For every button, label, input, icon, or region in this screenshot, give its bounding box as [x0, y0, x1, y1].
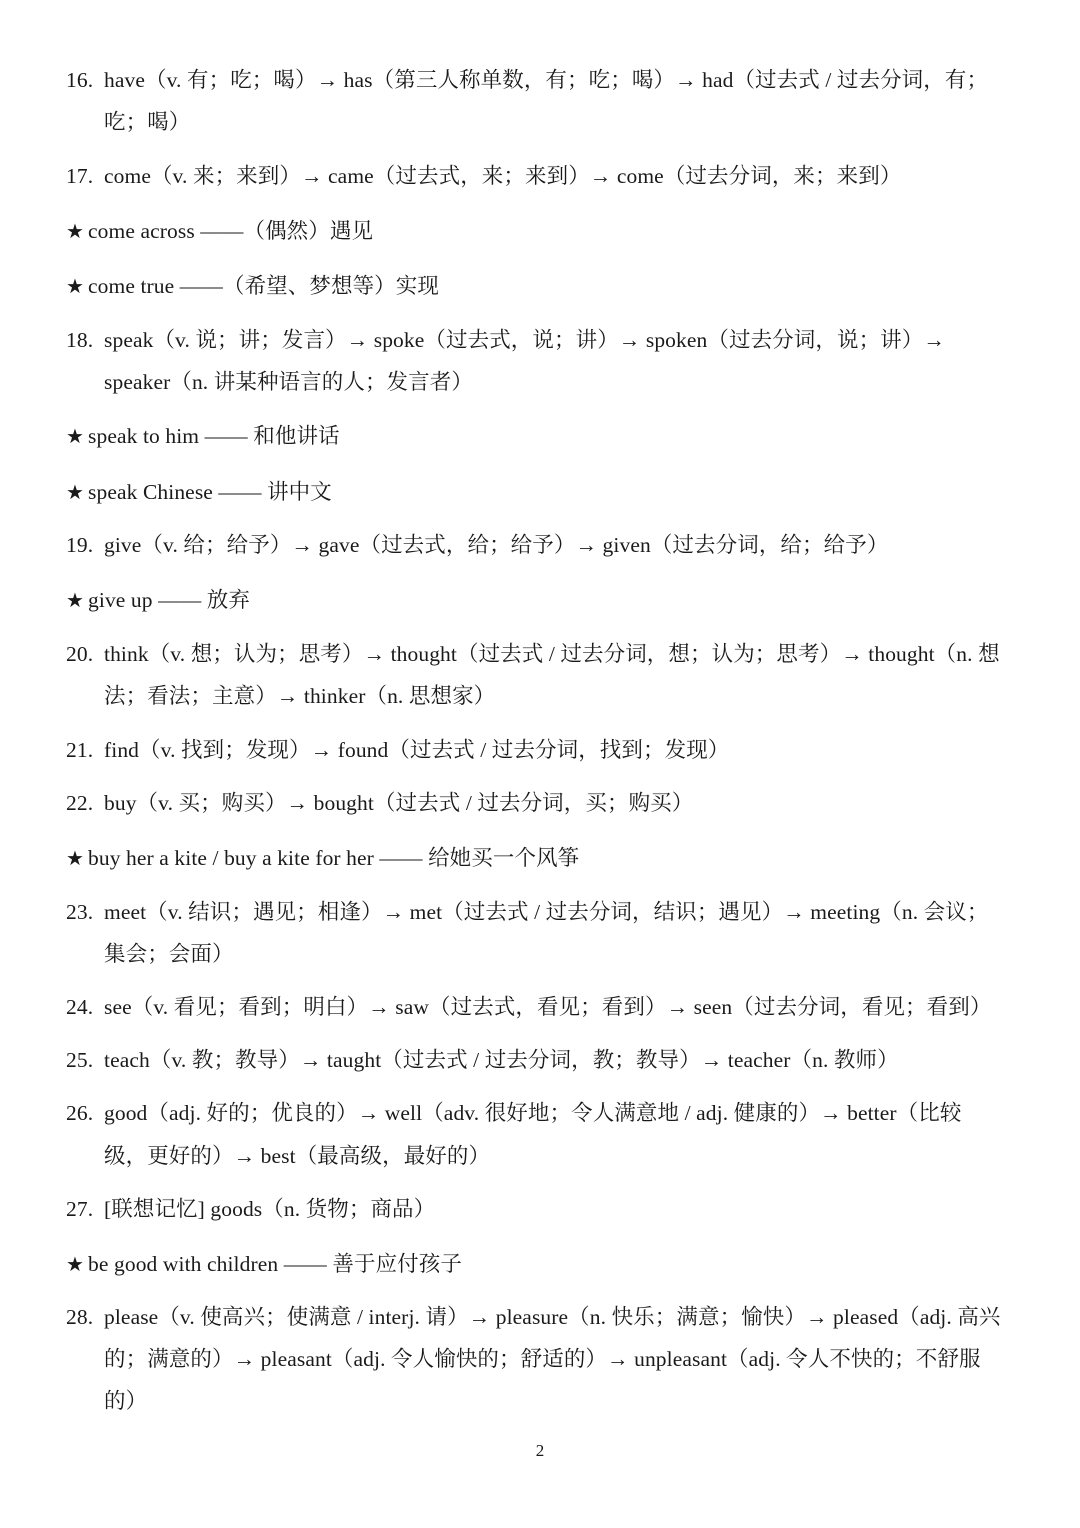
entry-18-line-1 — [66, 326, 945, 354]
phrase-be-good-with-children — [66, 1250, 462, 1279]
entry-text: give（v. 给；给予）→ gave（过去式，给；给予）→ given（过去分词，给；给予） — [104, 533, 889, 557]
entry-26-line-1 — [66, 1099, 961, 1127]
entry-17-line-1 — [66, 162, 901, 190]
entry-text: think（v. 想；认为；思考）→ thought（过去式 / 过去分词，想；认为；思考）→ thought（n. 想 — [104, 642, 1000, 666]
entry-number: 24. — [66, 995, 94, 1019]
entry-25-line-1 — [66, 1046, 899, 1074]
entry-number: 28. — [66, 1305, 94, 1329]
entry-number: 20. — [66, 642, 94, 666]
star-icon: ★ — [66, 426, 85, 448]
entry-23-line-2: 集会；会面） — [104, 942, 234, 966]
entry-text: meet（v. 结识；遇见；相逢）→ met（过去式 / 过去分词，结识；遇见）→ meeting（n. 会议； — [104, 900, 989, 924]
entry-28-line-3: 的） — [104, 1389, 148, 1413]
phrase-text: come across ——（偶然）遇见 — [88, 219, 374, 243]
entry-text: see（v. 看见；看到；明白）→ saw（过去式，看见；看到）→ seen（过去分词，看见；看到） — [104, 995, 992, 1019]
entry-number: 18. — [66, 328, 94, 352]
entry-number: 22. — [66, 791, 94, 815]
entry-26-line-2: 级，更好的）→ best（最高级，最好的） — [104, 1144, 491, 1168]
entry-number: 19. — [66, 533, 94, 557]
phrase-buy-her-a-kite — [66, 844, 579, 873]
entry-number: 25. — [66, 1048, 94, 1072]
entry-number: 23. — [66, 900, 94, 924]
entry-20-line-1 — [66, 640, 1000, 668]
phrase-text: speak Chinese —— 讲中文 — [88, 480, 332, 504]
entry-text: find（v. 找到；发现）→ found（过去式 / 过去分词，找到；发现） — [104, 738, 730, 762]
star-icon: ★ — [66, 590, 85, 612]
entry-text: [联想记忆] goods（n. 货物；商品） — [104, 1197, 436, 1221]
entry-text: have（v. 有；吃；喝）→ has（第三人称单数，有；吃；喝）→ had（过去式 / 过去分词，有； — [104, 68, 989, 92]
page-number: 2 — [535, 1441, 545, 1460]
entry-text: speak（v. 说；讲；发言）→ spoke（过去式，说；讲）→ spoken（过去分词，说；讲）→ — [104, 328, 945, 352]
phrase-text: give up —— 放弃 — [88, 588, 250, 612]
entry-22-line-1 — [66, 789, 693, 817]
entry-text: please（v. 使高兴；使满意 / interj. 请）→ pleasure（n. 快乐；满意；愉快）→ pleased（adj. 高兴 — [104, 1305, 1001, 1329]
entry-text: teach（v. 教；教导）→ taught（过去式 / 过去分词，教；教导）→ teacher（n. 教师） — [104, 1048, 899, 1072]
star-icon: ★ — [66, 276, 85, 298]
entry-text: good（adj. 好的；优良的）→ well（adv. 很好地；令人满意地 / adj. 健康的）→ better（比较 — [104, 1101, 962, 1125]
entry-number: 17. — [66, 164, 94, 188]
phrase-come-true — [66, 272, 439, 301]
phrase-text: be good with children —— 善于应付孩子 — [88, 1252, 462, 1276]
phrase-come-across — [66, 217, 373, 246]
entry-text: buy（v. 买；购买）→ bought（过去式 / 过去分词，买；购买） — [104, 791, 694, 815]
entry-16-line-2: 吃；喝） — [104, 110, 191, 134]
entry-23-line-1 — [66, 898, 988, 926]
phrase-speak-to-him — [66, 422, 340, 451]
entry-number: 21. — [66, 738, 94, 762]
entry-21-line-1 — [66, 736, 729, 764]
phrase-text: speak to him —— 和他讲话 — [88, 424, 340, 448]
star-icon: ★ — [66, 221, 85, 243]
entry-20-line-2: 法；看法；主意）→ thinker（n. 思想家） — [104, 684, 496, 708]
phrase-text: come true ——（希望、梦想等）实现 — [88, 274, 439, 298]
star-icon: ★ — [66, 482, 85, 504]
entry-24-line-1 — [66, 993, 991, 1021]
entry-number: 26. — [66, 1101, 94, 1125]
entry-19-line-1 — [66, 531, 888, 559]
entry-text: come（v. 来；来到）→ came（过去式，来；来到）→ come（过去分词，来；来到） — [104, 164, 902, 188]
phrase-speak-chinese — [66, 478, 332, 507]
entry-16-line-1 — [66, 66, 988, 94]
phrase-text: buy her a kite / buy a kite for her —— 给她买一个风筝 — [88, 846, 580, 870]
phrase-give-up — [66, 586, 250, 615]
entry-18-line-2: speaker（n. 讲某种语言的人；发言者） — [104, 370, 473, 394]
entry-number: 27. — [66, 1197, 94, 1221]
entry-27-line-1 — [66, 1195, 435, 1223]
entry-28-line-2: 的；满意的）→ pleasant（adj. 令人愉快的；舒适的）→ unpleasant（adj. 令人不快的；不舒服 — [104, 1347, 981, 1371]
star-icon: ★ — [66, 1254, 85, 1276]
star-icon: ★ — [66, 848, 85, 870]
entry-number: 16. — [66, 68, 94, 92]
entry-28-line-1 — [66, 1303, 1001, 1331]
